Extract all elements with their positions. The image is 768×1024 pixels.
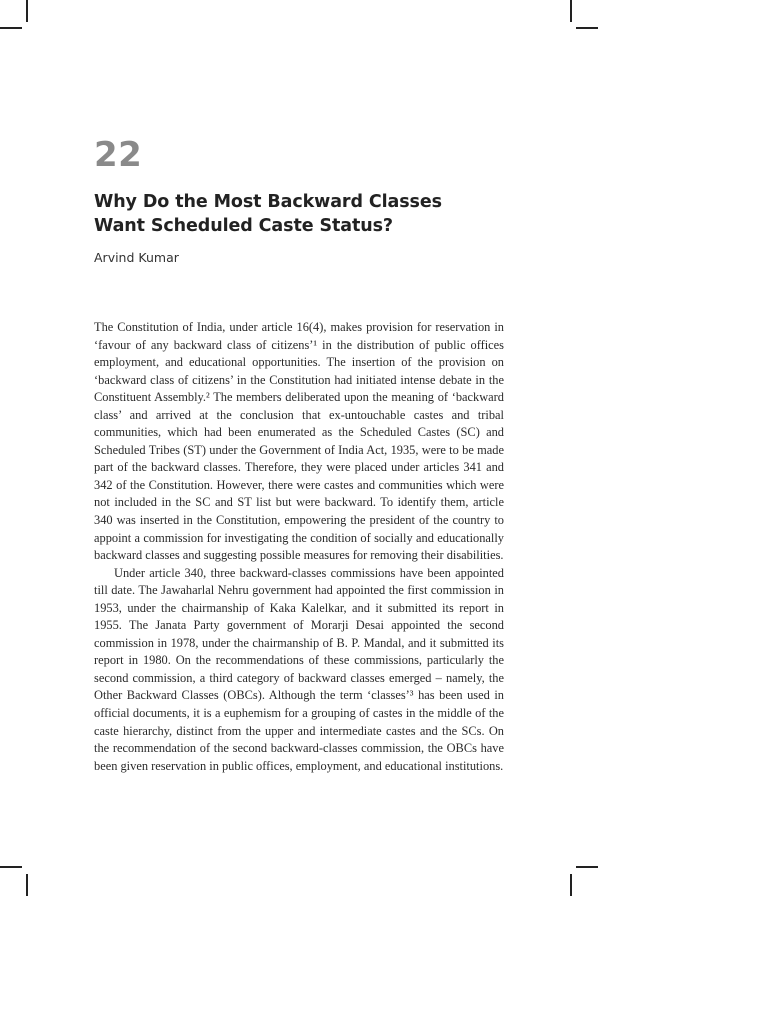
chapter-title-line-1: Why Do the Most Backward Classes	[94, 192, 442, 212]
crop-mark-top-right-h	[576, 27, 598, 29]
chapter-title	[94, 190, 514, 238]
crop-mark-top-left-h	[0, 27, 22, 29]
chapter-body	[94, 319, 504, 775]
body-paragraph-2: Under article 340, three backward-classes commissions have been appointed till date. The Jawaharlal Nehru government had appointed the first commission in 1953, under the chairmanship of Kaka Kalelkar, and it submitted its report in 1955. The Janata Party government of Morarji Desai appointed the second commission in 1978, under the chairmanship of B. P. Mandal, and it submitted its report in 1980. On the recommendations of these commissions, particularly the second commission, a third category of backward classes emerged – namely, the Other Backward Classes (OBCs). Although the term ‘classes’³ has been used in official documents, it is a euphemism for a grouping of castes in the middle of the caste hierarchy, distinct from the upper and intermediate castes and the SCs. On the recommendation of the second backward-classes commission, the OBCs have been given reservation in public offices, employment, and educational institutions.	[94, 565, 504, 773]
crop-mark-bottom-right-h	[576, 866, 598, 868]
crop-mark-bottom-left-v	[26, 874, 28, 896]
crop-mark-bottom-right-v	[570, 874, 572, 896]
chapter-number: 22	[94, 135, 143, 175]
chapter-author: Arvind Kumar	[94, 250, 179, 265]
body-paragraph-1: The Constitution of India, under article 16(4), makes provision for reservation in ‘favour of any backward class of citizens’¹ in the distribution of public offices employment, and educational opportunities. The insertion of the provision on ‘backward class of citizens’ in the Constitution had initiated intense debate in the Constituent Assembly.² The members deliberated upon the meaning of ‘backward class’ and arrived at the conclusion that ex-untouchable castes and tribal communities, which had been enumerated as the Scheduled Castes (SC) and Scheduled Tribes (ST) under the Government of India Act, 1935, were to be made part of the backward classes. Therefore, they were placed under articles 341 and 342 of the Constitution. However, there were castes and communities which were not included in the SC and ST list but were backward. To identify them, article 340 was inserted in the Constitution, empowering the president of the country to appoint a commission for investigating the condition of socially and educationally backward classes and suggesting possible measures for removing their disabilities.	[94, 320, 504, 563]
crop-mark-top-right-v	[570, 0, 572, 22]
crop-mark-top-left-v	[26, 0, 28, 22]
crop-mark-bottom-left-h	[0, 866, 22, 868]
chapter-title-line-2: Want Scheduled Caste Status?	[94, 216, 393, 236]
